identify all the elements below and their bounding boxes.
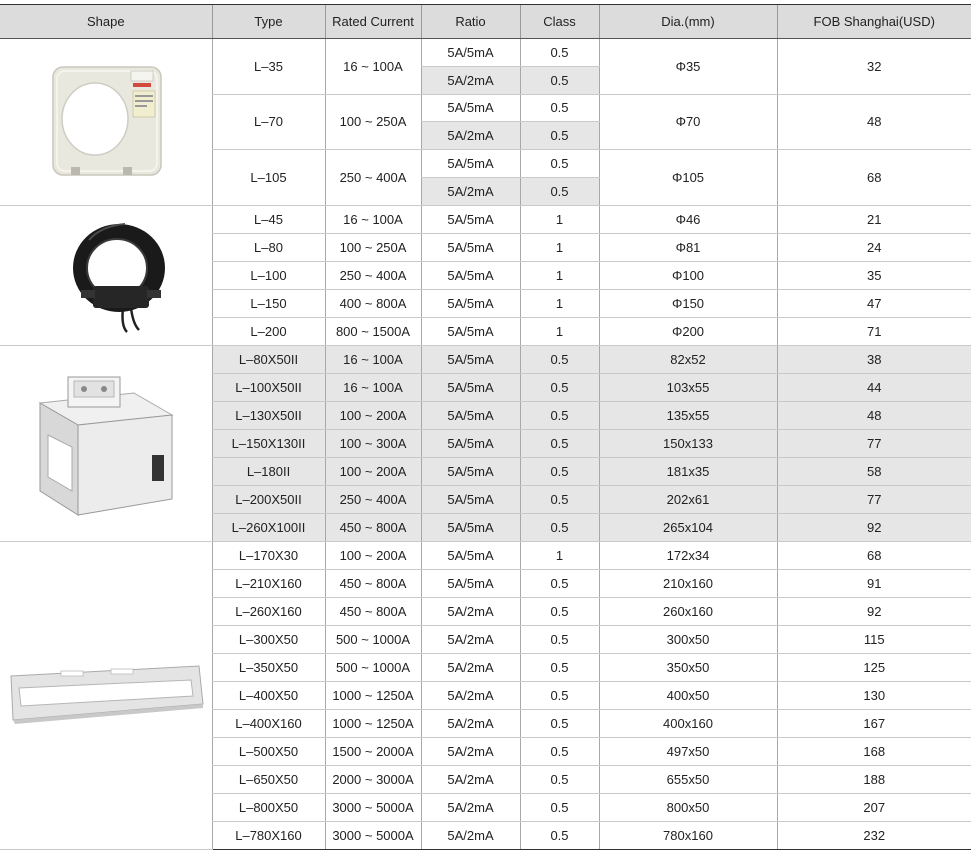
ratio-cell: 5A/5mA — [421, 485, 520, 513]
current-cell: 450 ~ 800A — [325, 513, 421, 541]
ratio-cell: 5A/5mA — [421, 94, 520, 122]
class-cell: 0.5 — [520, 513, 599, 541]
dia-cell: 210x160 — [599, 569, 777, 597]
dia-cell: 150x133 — [599, 429, 777, 457]
current-cell: 450 ~ 800A — [325, 597, 421, 625]
price-cell: 130 — [777, 681, 971, 709]
dia-cell: Φ105 — [599, 150, 777, 206]
current-cell: 450 ~ 800A — [325, 569, 421, 597]
class-cell: 1 — [520, 541, 599, 569]
ratio-cell: 5A/2mA — [421, 66, 520, 94]
dia-cell: 497x50 — [599, 737, 777, 765]
price-cell: 91 — [777, 569, 971, 597]
price-cell: 48 — [777, 94, 971, 150]
ratio-cell: 5A/5mA — [421, 569, 520, 597]
dia-cell: 400x50 — [599, 681, 777, 709]
current-cell: 2000 ~ 3000A — [325, 765, 421, 793]
group-square-ring — [0, 39, 971, 206]
ratio-cell: 5A/5mA — [421, 150, 520, 178]
header-shape: Shape — [0, 5, 212, 39]
dia-cell: 400x160 — [599, 709, 777, 737]
ratio-cell: 5A/5mA — [421, 541, 520, 569]
class-cell: 0.5 — [520, 429, 599, 457]
class-cell: 1 — [520, 205, 599, 233]
header-dia: Dia.(mm) — [599, 5, 777, 39]
class-cell: 0.5 — [520, 625, 599, 653]
class-cell: 0.5 — [520, 569, 599, 597]
ratio-cell: 5A/5mA — [421, 457, 520, 485]
header-fob-price: FOB Shanghai(USD) — [777, 5, 971, 39]
class-cell: 1 — [520, 261, 599, 289]
current-cell: 16 ~ 100A — [325, 373, 421, 401]
current-cell: 16 ~ 100A — [325, 39, 421, 95]
price-cell: 77 — [777, 485, 971, 513]
table-row — [0, 541, 971, 569]
current-cell: 400 ~ 800A — [325, 289, 421, 317]
type-cell: L–80 — [212, 233, 325, 261]
type-cell: L–70 — [212, 94, 325, 150]
dia-cell: 655x50 — [599, 765, 777, 793]
current-cell: 100 ~ 250A — [325, 94, 421, 150]
dia-cell: Φ200 — [599, 317, 777, 345]
type-cell: L–180II — [212, 457, 325, 485]
header-type: Type — [212, 5, 325, 39]
class-cell: 0.5 — [520, 94, 599, 122]
class-cell: 0.5 — [520, 709, 599, 737]
type-cell: L–300X50 — [212, 625, 325, 653]
class-cell: 0.5 — [520, 401, 599, 429]
class-cell: 0.5 — [520, 597, 599, 625]
ratio-cell: 5A/5mA — [421, 205, 520, 233]
current-cell: 3000 ~ 5000A — [325, 821, 421, 849]
type-cell: L–260X160 — [212, 597, 325, 625]
group-round-ring — [0, 205, 971, 345]
ratio-cell: 5A/2mA — [421, 793, 520, 821]
price-cell: 44 — [777, 373, 971, 401]
class-cell: 0.5 — [520, 821, 599, 849]
current-cell: 500 ~ 1000A — [325, 653, 421, 681]
ratio-cell: 5A/5mA — [421, 261, 520, 289]
current-cell: 16 ~ 100A — [325, 205, 421, 233]
price-cell: 71 — [777, 317, 971, 345]
ratio-cell: 5A/5mA — [421, 513, 520, 541]
type-cell: L–130X50II — [212, 401, 325, 429]
type-cell: L–200X50II — [212, 485, 325, 513]
rectangular-window-ct-icon — [26, 363, 186, 523]
price-cell: 167 — [777, 709, 971, 737]
price-cell: 188 — [777, 765, 971, 793]
current-cell: 16 ~ 100A — [325, 345, 421, 373]
type-cell: L–80X50II — [212, 345, 325, 373]
price-cell: 207 — [777, 793, 971, 821]
price-cell: 92 — [777, 597, 971, 625]
shape-cell — [0, 345, 212, 541]
price-cell: 77 — [777, 429, 971, 457]
current-cell: 250 ~ 400A — [325, 485, 421, 513]
table-row — [0, 205, 971, 233]
price-cell: 168 — [777, 737, 971, 765]
type-cell: L–45 — [212, 205, 325, 233]
ratio-cell: 5A/2mA — [421, 737, 520, 765]
class-cell: 0.5 — [520, 681, 599, 709]
ratio-cell: 5A/2mA — [421, 177, 520, 205]
type-cell: L–150 — [212, 289, 325, 317]
current-cell: 250 ~ 400A — [325, 261, 421, 289]
dia-cell: 103x55 — [599, 373, 777, 401]
class-cell: 0.5 — [520, 150, 599, 178]
group-rectangular-window — [0, 345, 971, 541]
ratio-cell: 5A/2mA — [421, 625, 520, 653]
type-cell: L–150X130II — [212, 429, 325, 457]
price-cell: 92 — [777, 513, 971, 541]
dia-cell: 82x52 — [599, 345, 777, 373]
type-cell: L–350X50 — [212, 653, 325, 681]
dia-cell: 172x34 — [599, 541, 777, 569]
shape-cell — [0, 541, 212, 849]
class-cell: 0.5 — [520, 793, 599, 821]
dia-cell: 181x35 — [599, 457, 777, 485]
price-cell: 35 — [777, 261, 971, 289]
type-cell: L–800X50 — [212, 793, 325, 821]
current-cell: 100 ~ 300A — [325, 429, 421, 457]
ratio-cell: 5A/5mA — [421, 233, 520, 261]
current-cell: 500 ~ 1000A — [325, 625, 421, 653]
class-cell: 0.5 — [520, 457, 599, 485]
class-cell: 0.5 — [520, 373, 599, 401]
type-cell: L–35 — [212, 39, 325, 95]
table-row — [0, 345, 971, 373]
ratio-cell: 5A/2mA — [421, 653, 520, 681]
shape-cell — [0, 39, 212, 206]
current-cell: 100 ~ 200A — [325, 401, 421, 429]
type-cell: L–500X50 — [212, 737, 325, 765]
price-cell: 68 — [777, 541, 971, 569]
type-cell: L–400X50 — [212, 681, 325, 709]
dia-cell: Φ46 — [599, 205, 777, 233]
header-class: Class — [520, 5, 599, 39]
current-cell: 100 ~ 200A — [325, 457, 421, 485]
class-cell: 0.5 — [520, 653, 599, 681]
current-cell: 1000 ~ 1250A — [325, 709, 421, 737]
dia-cell: 260x160 — [599, 597, 777, 625]
price-cell: 125 — [777, 653, 971, 681]
ratio-cell: 5A/2mA — [421, 765, 520, 793]
class-cell: 0.5 — [520, 485, 599, 513]
price-cell: 32 — [777, 39, 971, 95]
spec-table — [0, 4, 971, 850]
table-row — [0, 39, 971, 67]
ratio-cell: 5A/2mA — [421, 597, 520, 625]
class-cell: 0.5 — [520, 66, 599, 94]
class-cell: 1 — [520, 317, 599, 345]
dia-cell: 202x61 — [599, 485, 777, 513]
round-ring-ct-icon — [31, 210, 181, 340]
square-ring-ct-icon — [31, 57, 181, 187]
price-cell: 38 — [777, 345, 971, 373]
dia-cell: 800x50 — [599, 793, 777, 821]
dia-cell: 135x55 — [599, 401, 777, 429]
ratio-cell: 5A/5mA — [421, 289, 520, 317]
class-cell: 0.5 — [520, 345, 599, 373]
dia-cell: 350x50 — [599, 653, 777, 681]
current-cell: 100 ~ 200A — [325, 541, 421, 569]
class-cell: 0.5 — [520, 39, 599, 67]
dia-cell: Φ100 — [599, 261, 777, 289]
price-cell: 232 — [777, 821, 971, 849]
price-cell: 68 — [777, 150, 971, 206]
ratio-cell: 5A/5mA — [421, 373, 520, 401]
ratio-cell: 5A/5mA — [421, 429, 520, 457]
ratio-cell: 5A/5mA — [421, 317, 520, 345]
header-row — [0, 5, 971, 39]
dia-cell: Φ35 — [599, 39, 777, 95]
price-cell: 24 — [777, 233, 971, 261]
price-cell: 21 — [777, 205, 971, 233]
type-cell: L–400X160 — [212, 709, 325, 737]
group-long-slot — [0, 541, 971, 849]
dia-cell: Φ150 — [599, 289, 777, 317]
class-cell: 0.5 — [520, 177, 599, 205]
ratio-cell: 5A/5mA — [421, 39, 520, 67]
type-cell: L–780X160 — [212, 821, 325, 849]
type-cell: L–105 — [212, 150, 325, 206]
dia-cell: Φ70 — [599, 94, 777, 150]
current-cell: 800 ~ 1500A — [325, 317, 421, 345]
current-cell: 1000 ~ 1250A — [325, 681, 421, 709]
header-rated-current: Rated Current — [325, 5, 421, 39]
type-cell: L–210X160 — [212, 569, 325, 597]
ratio-cell: 5A/5mA — [421, 345, 520, 373]
ratio-cell: 5A/2mA — [421, 821, 520, 849]
type-cell: L–260X100II — [212, 513, 325, 541]
ratio-cell: 5A/5mA — [421, 401, 520, 429]
price-cell: 48 — [777, 401, 971, 429]
type-cell: L–170X30 — [212, 541, 325, 569]
price-cell: 47 — [777, 289, 971, 317]
class-cell: 0.5 — [520, 122, 599, 150]
current-cell: 3000 ~ 5000A — [325, 793, 421, 821]
class-cell: 1 — [520, 289, 599, 317]
class-cell: 1 — [520, 233, 599, 261]
ratio-cell: 5A/2mA — [421, 709, 520, 737]
header-ratio: Ratio — [421, 5, 520, 39]
class-cell: 0.5 — [520, 765, 599, 793]
dia-cell: 780x160 — [599, 821, 777, 849]
shape-cell — [0, 205, 212, 345]
type-cell: L–100 — [212, 261, 325, 289]
current-cell: 100 ~ 250A — [325, 233, 421, 261]
price-cell: 58 — [777, 457, 971, 485]
type-cell: L–100X50II — [212, 373, 325, 401]
dia-cell: 265x104 — [599, 513, 777, 541]
price-cell: 115 — [777, 625, 971, 653]
ratio-cell: 5A/2mA — [421, 122, 520, 150]
current-cell: 1500 ~ 2000A — [325, 737, 421, 765]
type-cell: L–650X50 — [212, 765, 325, 793]
dia-cell: 300x50 — [599, 625, 777, 653]
current-cell: 250 ~ 400A — [325, 150, 421, 206]
dia-cell: Φ81 — [599, 233, 777, 261]
long-slot-ct-icon — [3, 660, 208, 730]
type-cell: L–200 — [212, 317, 325, 345]
class-cell: 0.5 — [520, 737, 599, 765]
ratio-cell: 5A/2mA — [421, 681, 520, 709]
